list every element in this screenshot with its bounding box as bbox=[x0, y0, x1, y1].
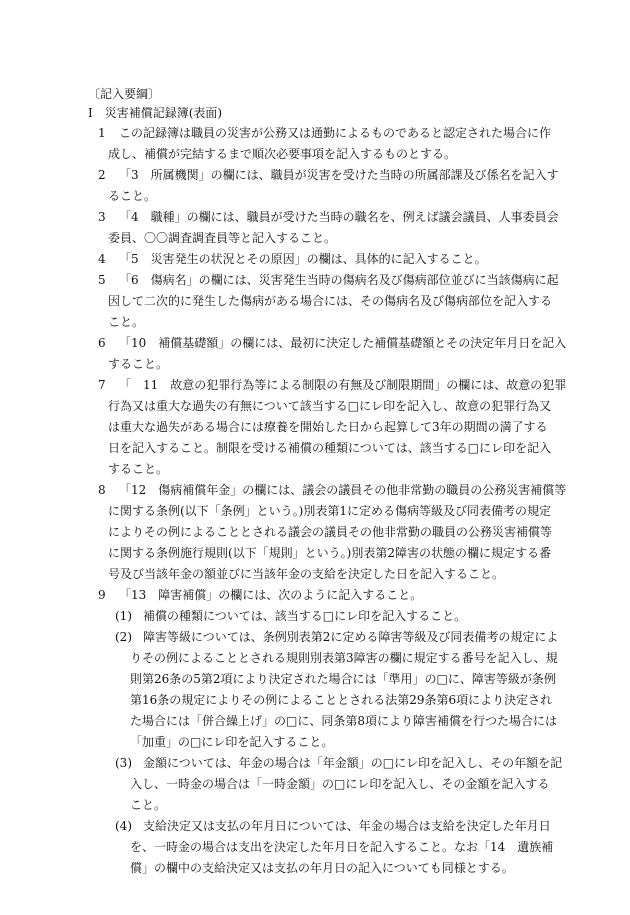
subitem-text-line: 償」の欄中の支給決定又は支払の年月日の記入についても同様とする。 bbox=[130, 861, 514, 875]
subitem-number: (1) bbox=[115, 609, 132, 623]
subitem-text-line: こと。 bbox=[130, 798, 167, 812]
item-number: 8 bbox=[98, 483, 106, 497]
subitem-text-line: 支給決定又は支払の年月日については、年金の場合は支給を決定した年月日 bbox=[143, 819, 551, 833]
subitem-text-line: を、一時金の場合は支出を決定した年月日を記入すること。なお「14 遺族補 bbox=[130, 840, 554, 854]
item-text-line: 行為又は重大な過失の有無について該当する□にレ印を記入し、故意の犯罪行為又 bbox=[108, 399, 552, 413]
subitem-text-line: た場合には「併合繰上げ」の□に、同条第8項により障害補償を行つた場合には bbox=[130, 714, 557, 728]
item-text-line: すること。 bbox=[108, 357, 169, 371]
item-text-line: 委員、〇〇調査調査員等と記入すること。 bbox=[108, 231, 337, 245]
item-text-line: 「3 所属機関」の欄には、職員が災害を受けた当時の所属部課及び係名を記入す bbox=[119, 168, 559, 182]
subitem-text-line: 「加重」の□にレ印を記入すること。 bbox=[130, 735, 334, 749]
item-number: 2 bbox=[98, 168, 106, 182]
item-text-line: すること。 bbox=[108, 462, 169, 476]
item-text-line: は重大な過失がある場合には療養を開始した日から起算して3年の期間の満了する bbox=[108, 420, 548, 434]
item-text-line: に関する条例(以下「条例」という。)別表第1に定める傷病等級及び同表備考の規定 bbox=[108, 504, 552, 518]
subitem-number: (3) bbox=[115, 756, 132, 770]
item-text-line: 「10 補償基礎額」の欄には、最初に決定した補償基礎額とその決定年月日を記入 bbox=[119, 336, 567, 350]
item-text-line: こと。 bbox=[108, 315, 145, 329]
item-text-line: によりその例によることとされる議会の議員その他非常勤の職員の公務災害補償等 bbox=[108, 525, 553, 539]
subitem-text-line: 則第26条の5第2項により決定された場合には「準用」の□に、障害等級が条例 bbox=[130, 672, 556, 686]
item-number: 3 bbox=[98, 210, 106, 224]
item-text-line: 成し、補償が完結するまで順次必要事項を記入するものとする。 bbox=[108, 147, 457, 161]
item-text-line: ること。 bbox=[108, 189, 157, 203]
subitem-number: (4) bbox=[115, 819, 132, 833]
item-number: 1 bbox=[98, 126, 106, 140]
item-text-line: に関する条例施行規則(以下「規則」という。)別表第2障害の状態の欄に規定する番 bbox=[108, 546, 552, 560]
item-text-line: 「5 災害発生の状況とその原因」の欄は、具体的に記入すること。 bbox=[119, 252, 487, 266]
subitem-text-line: 入し、一時金の場合は「一時金額」の□にレ印を記入し、その金額を記入する bbox=[130, 777, 550, 791]
item-number: 5 bbox=[98, 273, 106, 287]
document-heading: 〔記入要綱〕 bbox=[88, 87, 161, 101]
subitem-text-line: 金額については、年金の場合は「年金額」の□にレ印を記入し、その年額を記 bbox=[143, 756, 563, 770]
item-number: 7 bbox=[98, 378, 106, 392]
item-number: 4 bbox=[98, 252, 106, 266]
subitem-text-line: 障害等級については、条例別表第2に定める障害等級及び同表備考の規定によ bbox=[143, 630, 559, 644]
item-text-line: 「6 傷病名」の欄には、災害発生当時の傷病名及び傷病部位並びに当該傷病に起 bbox=[119, 273, 559, 287]
item-text-line: 「4 職種」の欄には、職員が受けた当時の職名を、例えば議会議員、人事委員会 bbox=[119, 210, 559, 224]
item-text-line: 「12 傷病補償年金」の欄には、議会の議員その他非常勤の職員の公務災害補償等 bbox=[119, 483, 567, 497]
item-text-line: 「13 障害補償」の欄には、次のように記入すること。 bbox=[119, 588, 423, 602]
subitem-text-line: 第16条の規定によりその例によることとされる法第29条第6項により決定され bbox=[130, 693, 553, 707]
item-number: 9 bbox=[98, 588, 106, 602]
item-text-line: 号及び当該年金の額並びに当該年金の支給を決定した日を記入すること。 bbox=[108, 567, 505, 581]
subitem-number: (2) bbox=[115, 630, 132, 644]
item-text-line: この記録簿は職員の災害が公務又は通勤によるものであると認定された場合に作 bbox=[119, 126, 552, 140]
item-text-line: 日を記入すること。制限を受ける補償の種類については、該当する□にレ印を記入 bbox=[108, 441, 552, 455]
section-title: Ⅰ 災害補償記録簿(表面) bbox=[88, 106, 223, 120]
item-text-line: 「 11 故意の犯罪行為等による制限の有無及び制限期間」の欄には、故意の犯罪 bbox=[119, 378, 567, 392]
item-text-line: 因して二次的に発生した傷病がある場合には、その傷病名及び傷病部位を記入する bbox=[108, 294, 553, 308]
item-number: 6 bbox=[98, 336, 106, 350]
subitem-text-line: りその例によることとされる規則別表第3障害の欄に規定する番号を記入し、規 bbox=[130, 651, 558, 665]
subitem-text-line: 補償の種類については、該当する□にレ印を記入すること。 bbox=[143, 609, 467, 623]
